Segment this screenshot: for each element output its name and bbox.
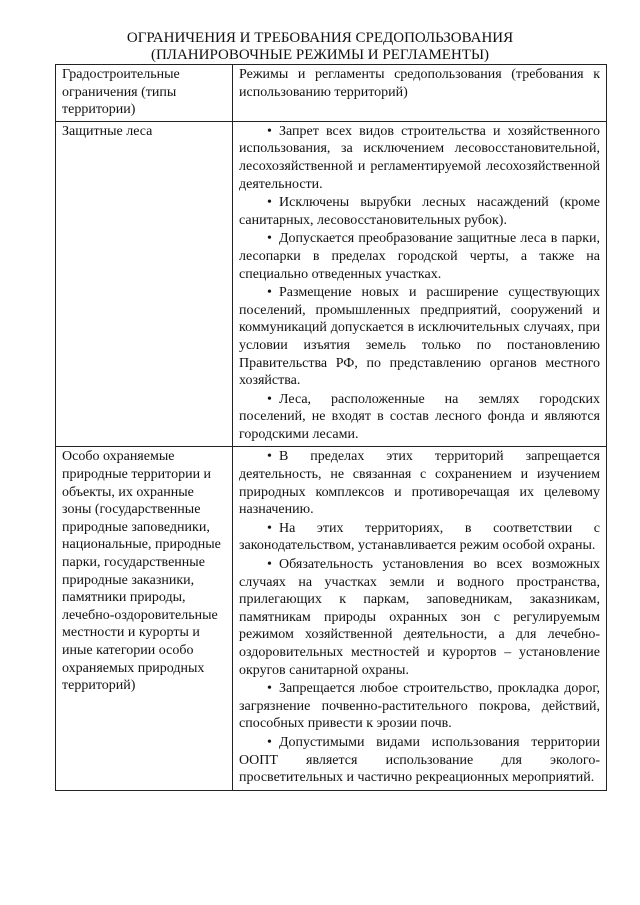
requirement-item	[239, 734, 600, 787]
requirement-text: Исключены вырубки лесных насаждений (кроме санитарных, лесовосстановительных рубок).	[239, 195, 600, 228]
requirement-text: Обязательность установления во всех возможных случаях на участках земли и водного пространства, прилегающих к паркам, заповедникам, заказникам, памятникам природы охранных зон с регулируемым режимом хозяйственной деятельности, а для лечебно-оздоровительных местностей и курортов – установление округов санитарной охраны.	[239, 557, 600, 678]
bullet-icon: •	[267, 681, 272, 697]
bullet-icon: •	[267, 391, 272, 407]
territory-type-cell: Особо охраняемые природные территории и объекты, их охранные зоны (государственные природные заповедники, национальные, природные парки, государственные природные заказники, памятники природы, лечебно-оздоровительные местности и курорты и иные категории особо охраняемых природных территорий)	[56, 447, 233, 790]
bullet-icon: •	[267, 734, 272, 750]
requirement-item	[239, 556, 600, 679]
requirement-text: В пределах этих территорий запрещается деятельность, не связанная с сохранением и изучением природных комплексов и противоречащая их целевому назначению.	[239, 449, 600, 518]
requirement-item	[239, 391, 600, 444]
requirements-cell	[233, 447, 607, 790]
requirement-text: Размещение новых и расширение существующих поселений, промышленных предприятий, сооружений и коммуникаций допускается в исключительных случаях, при условии изъятия земель только по постановлению Правительства РФ, по представлению органов местного хозяйства.	[239, 285, 600, 389]
document-title	[0, 30, 640, 64]
title-line-2: (ПЛАНИРОВОЧНЫЕ РЕЖИМЫ И РЕГЛАМЕНТЫ)	[150, 47, 490, 63]
bullet-icon: •	[267, 123, 272, 139]
requirement-item	[239, 680, 600, 733]
requirement-item	[239, 520, 600, 555]
requirement-item	[239, 194, 600, 229]
table-row	[56, 447, 607, 790]
bullet-icon: •	[267, 285, 272, 301]
requirement-text: Леса, расположенные на землях городских поселений, не входят в состав лесного фонда и являются городскими лесами.	[239, 391, 600, 442]
title-line-1: ОГРАНИЧЕНИЯ И ТРЕБОВАНИЯ СРЕДОПОЛЬЗОВАНИЯ	[126, 30, 514, 46]
requirement-item	[239, 448, 600, 518]
table-row	[56, 121, 607, 447]
bullet-icon: •	[267, 231, 272, 247]
header-cell-regimes	[233, 65, 607, 122]
requirement-text: Допускается преобразование защитные леса в парки, лесопарки в пределах городской черты, а также на специально отведенных участках.	[239, 231, 600, 282]
requirement-text: На этих территориях, в соответствии с законодательством, устанавливается режим особой охраны.	[239, 520, 600, 554]
requirement-item	[239, 230, 600, 283]
requirements-cell	[233, 121, 607, 447]
regulations-table	[55, 64, 607, 791]
bullet-icon: •	[267, 195, 272, 211]
bullet-icon: •	[267, 557, 272, 573]
requirement-text: Запрет всех видов строительства и хозяйственного использования, за исключением лесовосстановительной, лесохозяйственной и регламентируемой лесохозяйственной деятельности.	[239, 123, 600, 192]
header-cell-restrictions: Градостроительные ограничения (типы территории)	[56, 65, 233, 122]
header-regimes-text: Режимы и регламенты средопользования (требования к использованию территорий)	[239, 67, 600, 100]
territory-type-cell: Защитные леса	[56, 121, 233, 447]
requirement-text: Допустимыми видами использования территории ООПТ является использование для эколого-просветительных и частично рекреационных мероприятий.	[239, 734, 600, 786]
bullet-icon: •	[267, 449, 272, 465]
bullet-icon: •	[267, 520, 272, 536]
table-header-row	[56, 65, 607, 122]
requirement-item	[239, 284, 600, 390]
requirement-text: Запрещается любое строительство, прокладка дорог, загрязнение почвенно-растительного покрова, действий, способных привести к эрозии почв.	[239, 681, 600, 732]
requirement-item	[239, 123, 600, 193]
